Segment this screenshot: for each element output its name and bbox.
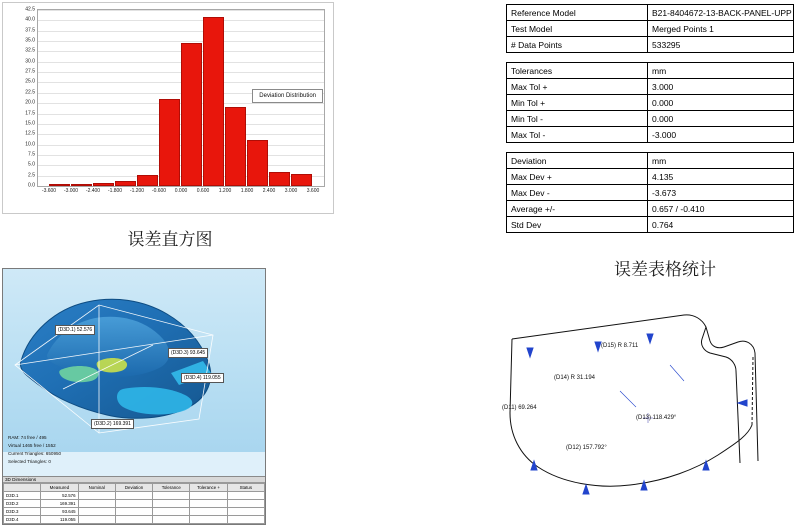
annotation-d14: (D14) R 31.194 — [554, 375, 596, 381]
cell-tolp — [190, 508, 227, 516]
table-row — [507, 153, 794, 169]
table-row — [507, 21, 794, 37]
y-axis-tick: 7.5 — [28, 151, 35, 158]
tolerance-key: Max Tol - — [507, 127, 648, 143]
cell-measured: 52.576 — [41, 492, 78, 500]
cell-measured: 93.645 — [41, 508, 78, 516]
histogram-bar — [115, 181, 136, 186]
table-row[interactable] — [4, 492, 265, 500]
chart-legend — [252, 89, 323, 103]
legend-label: Deviation Distribution — [259, 93, 316, 99]
tolerance-key: Min Tol + — [507, 95, 648, 111]
y-axis-tick: 30.0 — [25, 58, 35, 65]
table-row — [507, 185, 794, 201]
3d-dimensions-panel[interactable] — [3, 476, 265, 524]
cell-tol — [153, 500, 190, 508]
cell-name: D3D.3 — [4, 508, 41, 516]
table-row — [507, 37, 794, 53]
deviation-value: 0.657 / -0.410 — [648, 201, 794, 217]
cell-nominal — [78, 508, 115, 516]
gridline — [38, 10, 324, 11]
histogram-bar — [269, 172, 290, 186]
x-axis-tick: 1.200 — [218, 188, 232, 194]
x-axis-tick: 2.400 — [262, 188, 276, 194]
cell-tolp — [190, 516, 227, 524]
column-header: Status — [227, 484, 264, 492]
y-axis-tick: 27.5 — [25, 68, 35, 75]
annotation-d11: (D11) 69.264 — [502, 405, 537, 411]
deviation-value: 4.135 — [648, 169, 794, 185]
column-header: Measured — [41, 484, 78, 492]
deviation-value: 0.764 — [648, 217, 794, 233]
cell-status — [227, 508, 264, 516]
tolerance-key: Max Tol + — [507, 79, 648, 95]
tolerance-value: 0.000 — [648, 95, 794, 111]
cell-measured: 119.055 — [41, 516, 78, 524]
dimensions-panel-title: 3D Dimensions — [3, 477, 265, 483]
histogram-bar — [225, 107, 246, 187]
cell-status — [227, 492, 264, 500]
cell-nominal — [78, 516, 115, 524]
tolerance-key: Min Tol - — [507, 111, 648, 127]
x-axis-tick: 3.000 — [284, 188, 298, 194]
x-axis-tick: -3.000 — [63, 188, 79, 194]
table-row — [507, 201, 794, 217]
info-current-triangles: Current Triangles: 650950 — [8, 451, 62, 456]
tolerance-value: 3.000 — [648, 79, 794, 95]
histogram-bar — [71, 184, 92, 186]
cell-deviation — [115, 492, 152, 500]
y-axis-tick: 35.0 — [25, 37, 35, 44]
x-axis-tick: -0.600 — [151, 188, 167, 194]
column-header: Tolerance + — [190, 484, 227, 492]
column-header — [4, 484, 41, 492]
histogram-bar — [247, 140, 268, 186]
model-value: Merged Points 1 — [648, 21, 794, 37]
y-axis-tick: 0.0 — [28, 182, 35, 189]
cell-status — [227, 500, 264, 508]
x-axis-tick: -1.200 — [129, 188, 145, 194]
y-axis-tick: 15.0 — [25, 120, 35, 127]
x-axis-tick: -1.800 — [107, 188, 123, 194]
y-axis-tick: 40.0 — [25, 16, 35, 23]
cell-nominal — [78, 492, 115, 500]
cell-tol — [153, 508, 190, 516]
tolerance-value: 0.000 — [648, 111, 794, 127]
table-row — [507, 111, 794, 127]
table-row — [507, 127, 794, 143]
gridline — [38, 20, 324, 21]
part-mesh-render — [3, 269, 265, 459]
x-axis-tick: 1.800 — [240, 188, 254, 194]
table-row — [507, 63, 794, 79]
y-axis-tick: 10.0 — [25, 141, 35, 148]
tolerance-table — [506, 62, 794, 143]
model-info-table — [506, 4, 794, 53]
deviation-table — [506, 152, 794, 233]
cell-name: D3D.1 — [4, 492, 41, 500]
annotation-d13: (D13) 118.429° — [636, 415, 677, 421]
y-axis-tick: 12.5 — [25, 130, 35, 137]
info-selected-triangles: Selected Triangles: 0 — [8, 459, 51, 464]
table-row — [507, 95, 794, 111]
histogram-bar — [159, 99, 180, 186]
dim-label-d3d3: (D3D.3) 93.645 — [168, 348, 208, 358]
deviation-key: Max Dev - — [507, 185, 648, 201]
table-row[interactable] — [4, 516, 265, 524]
model-key: # Data Points — [507, 37, 648, 53]
y-axis-tick: 37.5 — [25, 27, 35, 34]
tolerance-value: -3.000 — [648, 127, 794, 143]
cell-tol — [153, 492, 190, 500]
annotation-d15: (D15) R 8.711 — [601, 343, 639, 349]
cell-measured: 169.391 — [41, 500, 78, 508]
cell-tol — [153, 516, 190, 524]
histogram-bar — [181, 43, 202, 186]
table-row — [507, 169, 794, 185]
tolerance-value: mm — [648, 63, 794, 79]
cell-deviation — [115, 508, 152, 516]
histogram-bar — [291, 174, 312, 186]
statistics-tables — [506, 4, 794, 242]
y-axis-tick: 20.0 — [25, 99, 35, 106]
cell-deviation — [115, 500, 152, 508]
y-axis-tick: 2.5 — [28, 172, 35, 179]
info-ram: RAM: 74 free / 495 — [8, 435, 47, 440]
model-value: 533295 — [648, 37, 794, 53]
histogram-bar — [49, 184, 70, 186]
histogram-bar — [203, 17, 224, 186]
x-axis-tick: 0.000 — [174, 188, 188, 194]
y-axis-tick: 17.5 — [25, 110, 35, 117]
cell-tolp — [190, 500, 227, 508]
info-virtual: Virtual 1465 free / 1552 — [8, 443, 56, 448]
cell-nominal — [78, 500, 115, 508]
histogram-caption: 误差直方图 — [127, 230, 213, 250]
column-header: Deviation — [115, 484, 152, 492]
cell-tolp — [190, 492, 227, 500]
histogram-bar — [137, 175, 158, 186]
cell-status — [227, 516, 264, 524]
deviation-value: -3.673 — [648, 185, 794, 201]
table-header-row — [4, 484, 265, 492]
3d-deviation-viewport[interactable] — [2, 268, 266, 525]
cell-name: D3D.2 — [4, 500, 41, 508]
y-axis-tick: 25.0 — [25, 78, 35, 85]
x-axis-tick: 3.600 — [306, 188, 320, 194]
table-row — [507, 79, 794, 95]
x-axis-tick: 0.600 — [196, 188, 210, 194]
deviation-value: mm — [648, 153, 794, 169]
table-caption: 误差表格统计 — [614, 260, 716, 280]
cad-outline-drawing — [470, 295, 790, 525]
x-axis-tick: -3.600 — [41, 188, 57, 194]
deviation-key: Max Dev + — [507, 169, 648, 185]
model-key: Test Model — [507, 21, 648, 37]
table-row — [507, 217, 794, 233]
y-axis-tick: 42.5 — [25, 6, 35, 13]
table-row[interactable] — [4, 508, 265, 516]
deviation-histogram-chart — [2, 2, 334, 214]
model-value: B21-8404672-13-BACK-PANEL-UPP — [648, 5, 794, 21]
table-row — [507, 5, 794, 21]
dimensions-table[interactable] — [3, 483, 265, 524]
x-axis-tick: -2.400 — [85, 188, 101, 194]
tolerance-key: Tolerances — [507, 63, 648, 79]
dim-label-d3d4: (D3D.4) 119.055 — [181, 373, 224, 383]
cell-name: D3D.4 — [4, 516, 41, 524]
y-axis-tick: 5.0 — [28, 161, 35, 168]
model-key: Reference Model — [507, 5, 648, 21]
gridline — [38, 31, 324, 32]
annotation-d12: (D12) 157.792° — [566, 445, 607, 451]
cell-deviation — [115, 516, 152, 524]
deviation-key: Average +/- — [507, 201, 648, 217]
dim-label-d3d2: (D3D.2) 169.391 — [91, 419, 134, 429]
y-axis-tick: 22.5 — [25, 89, 35, 96]
table-row[interactable] — [4, 500, 265, 508]
y-axis-tick: 32.5 — [25, 47, 35, 54]
column-header: Tolerance — [153, 484, 190, 492]
deviation-key: Deviation — [507, 153, 648, 169]
histogram-bar — [93, 183, 114, 186]
deviation-key: Std Dev — [507, 217, 648, 233]
dim-label-d3d1: (D3D.1) 52.576 — [55, 325, 95, 335]
column-header: Nominal — [78, 484, 115, 492]
gridline — [38, 41, 324, 42]
